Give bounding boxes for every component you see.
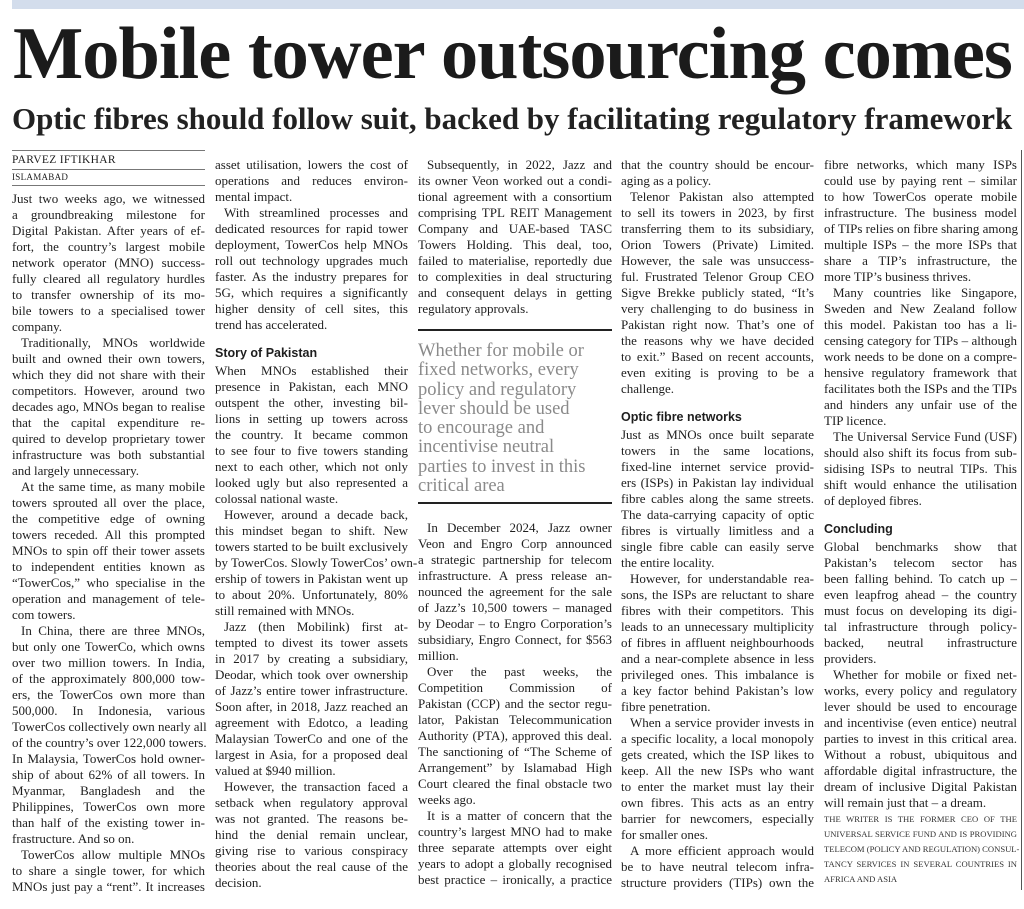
text-line: Arrangement” by Islamabad High <box>418 760 612 776</box>
text-line: will remain just that – a dream. <box>824 795 987 810</box>
text-line: bile towers to a specialised tower <box>12 303 205 318</box>
top-color-band <box>12 0 1024 9</box>
text-line: of deployed fibres. <box>824 493 922 508</box>
text-line: fibres is virtually limitless and a <box>621 523 814 538</box>
text-line: Jazz (then Mobilink) first at- <box>224 619 408 634</box>
headline: Mobile tower outsourcing comes <box>13 13 1012 95</box>
paragraph <box>12 479 205 623</box>
text-line: In Malaysia, TowerCos hold owner- <box>12 751 205 766</box>
paragraph <box>824 157 1017 285</box>
text-line: operation and management of tele- <box>12 591 205 606</box>
paragraph <box>215 619 408 779</box>
text-line: and consequent delays in getting <box>418 285 612 300</box>
text-line: agreement with Edotco, a leading <box>215 715 408 730</box>
text-line: of Jazz’s 10,500 towers – managed <box>418 600 612 616</box>
text-line: towers sprouted all over the place, <box>12 495 205 510</box>
text-line: lator, Pakistan Telecommunication <box>418 712 612 728</box>
dateline-location: ISLAMABAD <box>12 170 205 186</box>
text-line: for smaller ones. <box>621 827 709 842</box>
text-line: facilitates both the ISPs and the TIPs <box>824 381 1017 396</box>
text-line: The sanctioning of “The Scheme of <box>418 744 612 760</box>
text-line: Company and UAE-based TASC <box>418 221 612 236</box>
text-line: parties to invest in this <box>418 456 586 477</box>
column-rule <box>1021 150 1022 890</box>
text-line: Pakistan’s telecom sector has <box>824 555 1017 570</box>
text-line: presence in Pakistan, each MNO <box>215 379 408 394</box>
text-line: Whether for mobile or fixed net- <box>833 667 1017 682</box>
text-line: the entire locality. <box>621 555 715 570</box>
text-line: weeks ago. <box>418 792 476 808</box>
paragraph <box>215 363 408 507</box>
text-line: the competitive edge of owning <box>12 511 205 526</box>
paragraph <box>215 779 408 891</box>
text-line: a strategic partnership for telecom <box>418 552 612 568</box>
text-line: decision. <box>215 875 262 890</box>
text-line: which they did not share with their <box>12 367 205 382</box>
text-line: lever should be used <box>418 398 570 419</box>
paragraph <box>215 205 408 333</box>
text-line: own fibres. This acts as an entry <box>621 795 814 810</box>
text-line: sons, the ISPs are reluctant to share <box>621 587 814 602</box>
text-line: privileged ones. This imbalance is <box>621 667 814 682</box>
text-line: three separate attempts over eight <box>418 840 612 856</box>
text-line: fort, the country’s largest mobile <box>12 239 205 254</box>
text-line: and hinders any unfair use of the <box>824 397 1017 412</box>
text-line: TANCY SERVICES IN SEVERAL COUNTRIES IN <box>824 859 1017 869</box>
text-line: next to each other, which not only <box>215 459 408 474</box>
text-line: tional agreement with a consortium <box>418 189 612 204</box>
text-line: infrastructure. The business model <box>824 205 1017 220</box>
paragraph <box>824 285 1017 429</box>
text-line: to how TowerCos operate mobile <box>824 189 1017 204</box>
column-body <box>12 191 205 895</box>
column-body <box>418 157 612 888</box>
text-line: a key factor behind Pakistan’s low <box>621 683 814 698</box>
paragraph <box>418 520 612 664</box>
text-line: roll out technology upgrades much <box>215 253 408 268</box>
column-2 <box>215 157 418 891</box>
paragraph <box>621 427 814 571</box>
text-line: faster. As the industry prepares for <box>215 269 408 284</box>
text-line: operations and reduces environ- <box>215 173 408 188</box>
pull-quote <box>418 329 612 504</box>
text-line: to encourage and <box>418 418 545 439</box>
text-line: providers. <box>824 651 877 666</box>
text-line: this model. Pakistan too has a li- <box>824 317 1017 332</box>
text-line: Myanmar, Bangladesh and the <box>12 783 205 798</box>
text-line: fixed networks, every <box>418 360 579 381</box>
text-line: Just as MNOs once built separate <box>621 427 814 442</box>
text-line: Orion Towers (Private) Limited. <box>621 237 814 252</box>
text-line: more TIP’s business thrives. <box>824 269 972 284</box>
text-line: aging as a policy. <box>621 173 712 188</box>
text-line: However, around a decade back, <box>224 507 408 522</box>
text-line: dedicated resources for rapid tower <box>215 221 408 236</box>
text-line: The data-carrying capacity of optic <box>621 507 814 522</box>
text-line: Digital Pakistan. After years of ef- <box>12 223 205 238</box>
text-line: When MNOs established their <box>215 363 408 378</box>
text-line: affordable digital infrastructure, the <box>824 763 1017 778</box>
text-line: hensive regulatory framework that <box>824 365 1017 380</box>
text-line: keep. All the new ISPs who want <box>621 763 814 778</box>
text-line: A more efficient approach would <box>630 843 814 858</box>
column-5 <box>824 157 1020 887</box>
text-line: by Deodar – to Engro Corporation’s <box>418 616 612 632</box>
text-line: Subsequently, in 2022, Jazz and <box>427 157 612 172</box>
text-line: share a TIP’s infrastructure, the <box>824 253 1017 268</box>
text-line: be to have neutral telecom infra- <box>621 859 814 874</box>
text-line: Authority (PTA), approved this deal. <box>418 728 612 744</box>
text-line: The Universal Service Fund (USF) <box>833 429 1017 444</box>
text-line: gets created, which the ISP likes to <box>621 747 814 762</box>
text-line: largest in Asia, for a proposed deal <box>215 747 408 762</box>
paragraph <box>621 189 814 397</box>
text-line: the country. It became common <box>215 427 408 442</box>
text-line: infrastructure. A press release an- <box>418 568 612 584</box>
text-line: and incentivise (even entice) neutral <box>824 715 1017 730</box>
text-line: this mindset began to shift. New <box>215 523 408 538</box>
text-line: tempted to divest its tower assets <box>215 635 408 650</box>
text-line: policy and regulatory <box>418 379 577 400</box>
text-line: best practice – ironically, a practice <box>418 872 612 888</box>
text-line: Telenor Pakistan also attempted <box>630 189 814 204</box>
text-line: in 2017 by creating a subsidiary, <box>215 651 408 666</box>
text-line: giving rise to various conspiracy <box>215 843 408 858</box>
text-line: to see four to five towers standing <box>215 443 408 458</box>
text-line: UNIVERSAL SERVICE FUND AND IS PROVIDING <box>824 829 1017 839</box>
text-line: critical area <box>418 476 505 497</box>
text-line: a specific locality, a local monopoly <box>621 731 814 746</box>
text-line: ful. Frustrated Telenor Group CEO <box>621 269 814 284</box>
text-line: subsidiary, Engro Connect, for $563 <box>418 632 612 648</box>
text-line: competitors. However, around two <box>12 383 205 398</box>
text-line: Court cleared the final obstacle two <box>418 776 612 792</box>
text-line: years to adopt a globally recognised <box>418 856 612 872</box>
section-heading: Optic fibre networks <box>621 410 742 424</box>
text-line: to transfer ownership of its mo- <box>12 287 205 302</box>
text-line: setback when regulatory approval <box>215 795 408 810</box>
text-line: fibre cables along the same streets. <box>621 491 814 506</box>
text-line: frastructure. And so on. <box>12 831 135 846</box>
text-line: colossal national waste. <box>215 491 339 506</box>
text-line: TowerCos allow multiple MNOs <box>21 847 205 862</box>
text-line: hind the denial remain unclear, <box>215 827 408 842</box>
text-line: Whether for mobile or <box>418 341 584 361</box>
text-line: than half of the existing tower in- <box>12 815 205 830</box>
text-line: towers started to be built exclusively <box>215 539 408 554</box>
text-line: fixed-line internet service provid- <box>621 459 814 474</box>
paragraph <box>621 571 814 715</box>
paragraph <box>418 664 612 808</box>
text-line: outspent the other, investing bil- <box>215 395 408 410</box>
text-line: the reasons why we have decided <box>621 333 814 348</box>
text-line: quired to develop proprietary tower <box>12 431 205 446</box>
text-line: structure providers (TIPs) own the <box>621 875 814 890</box>
text-line: comprising TPL REIT Management <box>418 205 612 220</box>
text-line: to sell its towers in 2023, by first <box>621 205 814 220</box>
text-line: mental impact. <box>215 189 293 204</box>
text-line: over two million towers. In India, <box>12 655 205 670</box>
text-line: its owner Veon worked out a condi- <box>418 173 612 188</box>
text-line: very challenging to do business in <box>621 301 814 316</box>
text-line: incentivise neutral <box>418 437 555 458</box>
text-line: to independent entities known as <box>12 559 205 574</box>
text-line: asset utilisation, lowers the cost of <box>215 157 408 172</box>
section-heading: Concluding <box>824 522 893 536</box>
text-line: Without a robust, ubiquitous and <box>824 747 1017 762</box>
text-line: However, the sale was unsuccess- <box>621 253 814 268</box>
text-line: fibre penetration. <box>621 699 711 714</box>
paragraph <box>12 335 205 479</box>
paragraph <box>418 808 612 888</box>
text-line: Sweden and New Zealand follow <box>824 301 1017 316</box>
text-line: Veon and Engro Corp announced <box>418 536 612 552</box>
paragraph <box>824 667 1017 811</box>
text-line: With streamlined processes and <box>224 205 408 220</box>
text-line: ership of towers in Pakistan went up <box>215 571 408 586</box>
text-line: infrastructure was both substantial <box>12 447 205 462</box>
text-line: When a service provider invests in <box>630 715 814 730</box>
column-4 <box>621 157 814 891</box>
text-line: to share a single tower, for which <box>12 863 205 878</box>
text-line: valued at $940 million. <box>215 763 336 778</box>
paragraph <box>215 507 418 619</box>
text-line: was not granted. The reasons be- <box>215 811 408 826</box>
text-line: been falling behind. To catch up – <box>824 571 1017 586</box>
text-line: higher density of cell sites, this <box>215 301 408 316</box>
text-line: fibre networks, which many ISPs <box>824 157 1017 172</box>
text-line: “TowerCos,” who specialise in the <box>12 575 205 590</box>
text-line: sidising ISPs to neutral TIPs. This <box>824 461 1017 476</box>
text-line: Competition Commission of <box>418 680 612 696</box>
text-line: Many countries like Singapore, <box>833 285 1017 300</box>
text-line: Pakistan (CCP) and the sector regu- <box>418 696 612 712</box>
text-line: even exiting is proving to be a <box>621 365 814 380</box>
paragraph <box>621 843 814 891</box>
text-line: of Jazz’s entire tower infrastructure. <box>215 683 408 698</box>
paragraph <box>12 191 205 335</box>
text-line: Global benchmarks show that <box>824 539 1017 554</box>
text-line: to about 20%. Unfortunately, 80% <box>215 587 408 602</box>
text-line: theories about the real cause of the <box>215 859 408 874</box>
text-line: Towers Holding. This deal, too, <box>418 237 612 252</box>
text-line: to enter the market must lay their <box>621 779 814 794</box>
subheadline: Optic fibres should follow suit, backed by facilitating regulatory framework <box>12 101 1013 136</box>
text-line: dream of inclusive Digital Pakistan <box>824 779 1017 794</box>
text-line: by TowerCos. Slowly TowerCos’ own- <box>215 555 418 570</box>
paragraph <box>621 715 814 843</box>
column-1 <box>12 150 205 895</box>
text-line: Traditionally, MNOs worldwide <box>21 335 205 350</box>
text-line: country’s largest MNO had to make <box>418 824 612 840</box>
text-line: of the country’s over 122,000 towers. <box>12 735 207 750</box>
text-line: decades ago, MNOs began to realise <box>12 399 205 414</box>
paragraph <box>12 623 205 847</box>
text-line: 500,000. In Indonesia, various <box>12 703 205 718</box>
text-line: deployment, TowerCos help MNOs <box>215 237 408 252</box>
text-line: Pakistan right now. That’s one of <box>621 317 814 332</box>
text-line: fibres with their competitors. This <box>621 603 814 618</box>
text-line: However, for understandable rea- <box>630 571 814 586</box>
text-line: AFRICA AND ASIA <box>824 874 898 884</box>
text-line: Malaysian TowerCo and one of the <box>215 731 408 746</box>
text-line: However, the transaction faced a <box>224 779 408 794</box>
text-line: barrier for newcomers, especially <box>621 811 814 826</box>
paragraph <box>12 847 205 895</box>
text-line: Over the past weeks, the <box>427 664 612 680</box>
text-line: com towers. <box>12 607 76 622</box>
text-line: TELECOM (POLICY AND REGULATION) CONSUL- <box>824 844 1020 854</box>
text-line: censing category for TIPs – although <box>824 333 1017 348</box>
text-line: single fibre cable can easily serve <box>621 539 814 554</box>
section-heading: Story of Pakistan <box>215 346 318 360</box>
text-line: ers (ISPs) in Pakistan lay individual <box>621 475 814 490</box>
text-line: of fibres in affluent neighbourhoods <box>621 635 814 650</box>
text-line: and largely unnecessary. <box>12 463 140 478</box>
text-line: In China, there are three MNOs, <box>21 623 205 638</box>
text-line: must focus on developing its digi- <box>824 603 1017 618</box>
text-line: leads to an unnecessary multiplicity <box>621 619 814 634</box>
byline <box>12 150 205 186</box>
paragraph <box>824 539 1017 667</box>
column-body <box>215 157 418 891</box>
text-line: parties to invest in this critical area. <box>824 731 1017 746</box>
text-line: and a near-complete absence in less <box>621 651 814 666</box>
text-line: work needs to be done on a compre- <box>824 349 1017 364</box>
text-line: transferring them to its subsidiary, <box>621 221 814 236</box>
text-line: works, every policy and regulatory <box>824 683 1017 698</box>
text-line: lions in setting up towers across <box>215 411 408 426</box>
text-line: still remained with MNOs. <box>215 603 355 618</box>
text-line: Philippines, TowerCos own more <box>12 799 205 814</box>
text-line: challenge. <box>621 381 675 396</box>
text-line: Deodar, which took over ownership <box>215 667 408 682</box>
text-line: shift would enhance the utilisation <box>824 477 1017 492</box>
text-line: that the country should be encour- <box>621 157 814 172</box>
text-line: towers receded. All this prompted <box>12 527 205 542</box>
author-bio <box>824 812 1020 887</box>
column-body <box>824 157 1020 887</box>
text-line: fully cleared all regulatory hurdles <box>12 271 205 286</box>
text-line: could use by paying rent – similar <box>824 173 1017 188</box>
text-line: to complexities in deal structuring <box>418 269 612 284</box>
text-line: network operator (MNO) success- <box>12 255 205 270</box>
text-line: to exit.” Based on recent accounts, <box>621 349 814 364</box>
text-line: trend has accelerated. <box>215 317 328 332</box>
text-line: 5G, which requires a significantly <box>215 285 408 300</box>
text-line: At the same time, as many mobile <box>21 479 205 494</box>
text-line: ers, the TowerCos own more than <box>12 687 205 702</box>
paragraph <box>621 157 814 189</box>
text-line: regulatory approvals. <box>418 301 529 316</box>
text-line: In December 2024, Jazz owner <box>427 520 612 536</box>
text-line: nounced the agreement for the sale <box>418 584 612 600</box>
text-line: company. <box>12 319 63 334</box>
text-line: even leapfrog ahead – the country <box>824 587 1017 602</box>
text-line: It is a matter of concern that the <box>427 808 612 824</box>
text-line: of the approximately 800,000 tow- <box>12 671 205 686</box>
text-line: Sigve Brekke publicly stated, “It’s <box>621 285 814 300</box>
text-line: lever should be used to encourage <box>824 699 1017 714</box>
text-line: but only one TowerCo, which owns <box>12 639 205 654</box>
text-line: million. <box>418 648 459 664</box>
text-line: Just two weeks ago, we witnessed <box>12 191 205 206</box>
text-line: TIP licence. <box>824 413 887 428</box>
paragraph <box>824 429 1017 509</box>
text-line: MNOs to spin off their tower assets <box>12 543 205 558</box>
text-line: should also shift its focus from sub- <box>824 445 1017 460</box>
text-line: towers in the same locations, <box>621 443 814 458</box>
text-line: failed to materialise, reportedly due <box>418 253 612 268</box>
text-line: TowerCos collectively own nearly all <box>12 719 207 734</box>
column-body <box>621 157 814 891</box>
text-line: ship of about 62% of all towers. In <box>12 767 205 782</box>
text-line: of TIPs relies on fibre sharing among <box>824 221 1018 236</box>
text-line: multiple ISPs – the more ISPs that <box>824 237 1017 252</box>
paragraph <box>418 157 612 317</box>
text-line: that the capital expenditure re- <box>12 415 205 430</box>
text-line: MNOs just pay a “rent”. It increases <box>12 879 205 894</box>
author-name: PARVEZ IFTIKHAR <box>12 153 205 170</box>
text-line: built and owned their own towers, <box>12 351 205 366</box>
text-line: Soon after, in 2018, Jazz reached an <box>215 699 408 714</box>
text-line: backed, neutral infrastructure <box>824 635 1017 650</box>
text-line: looked ugly but also represented a <box>215 475 408 490</box>
text-line: THE WRITER IS THE FORMER CEO OF THE <box>824 814 1017 824</box>
text-line: tal infrastructure through policy- <box>824 619 1017 634</box>
text-line: a groundbreaking milestone for <box>12 207 205 222</box>
paragraph <box>215 157 408 205</box>
column-3 <box>418 157 612 888</box>
